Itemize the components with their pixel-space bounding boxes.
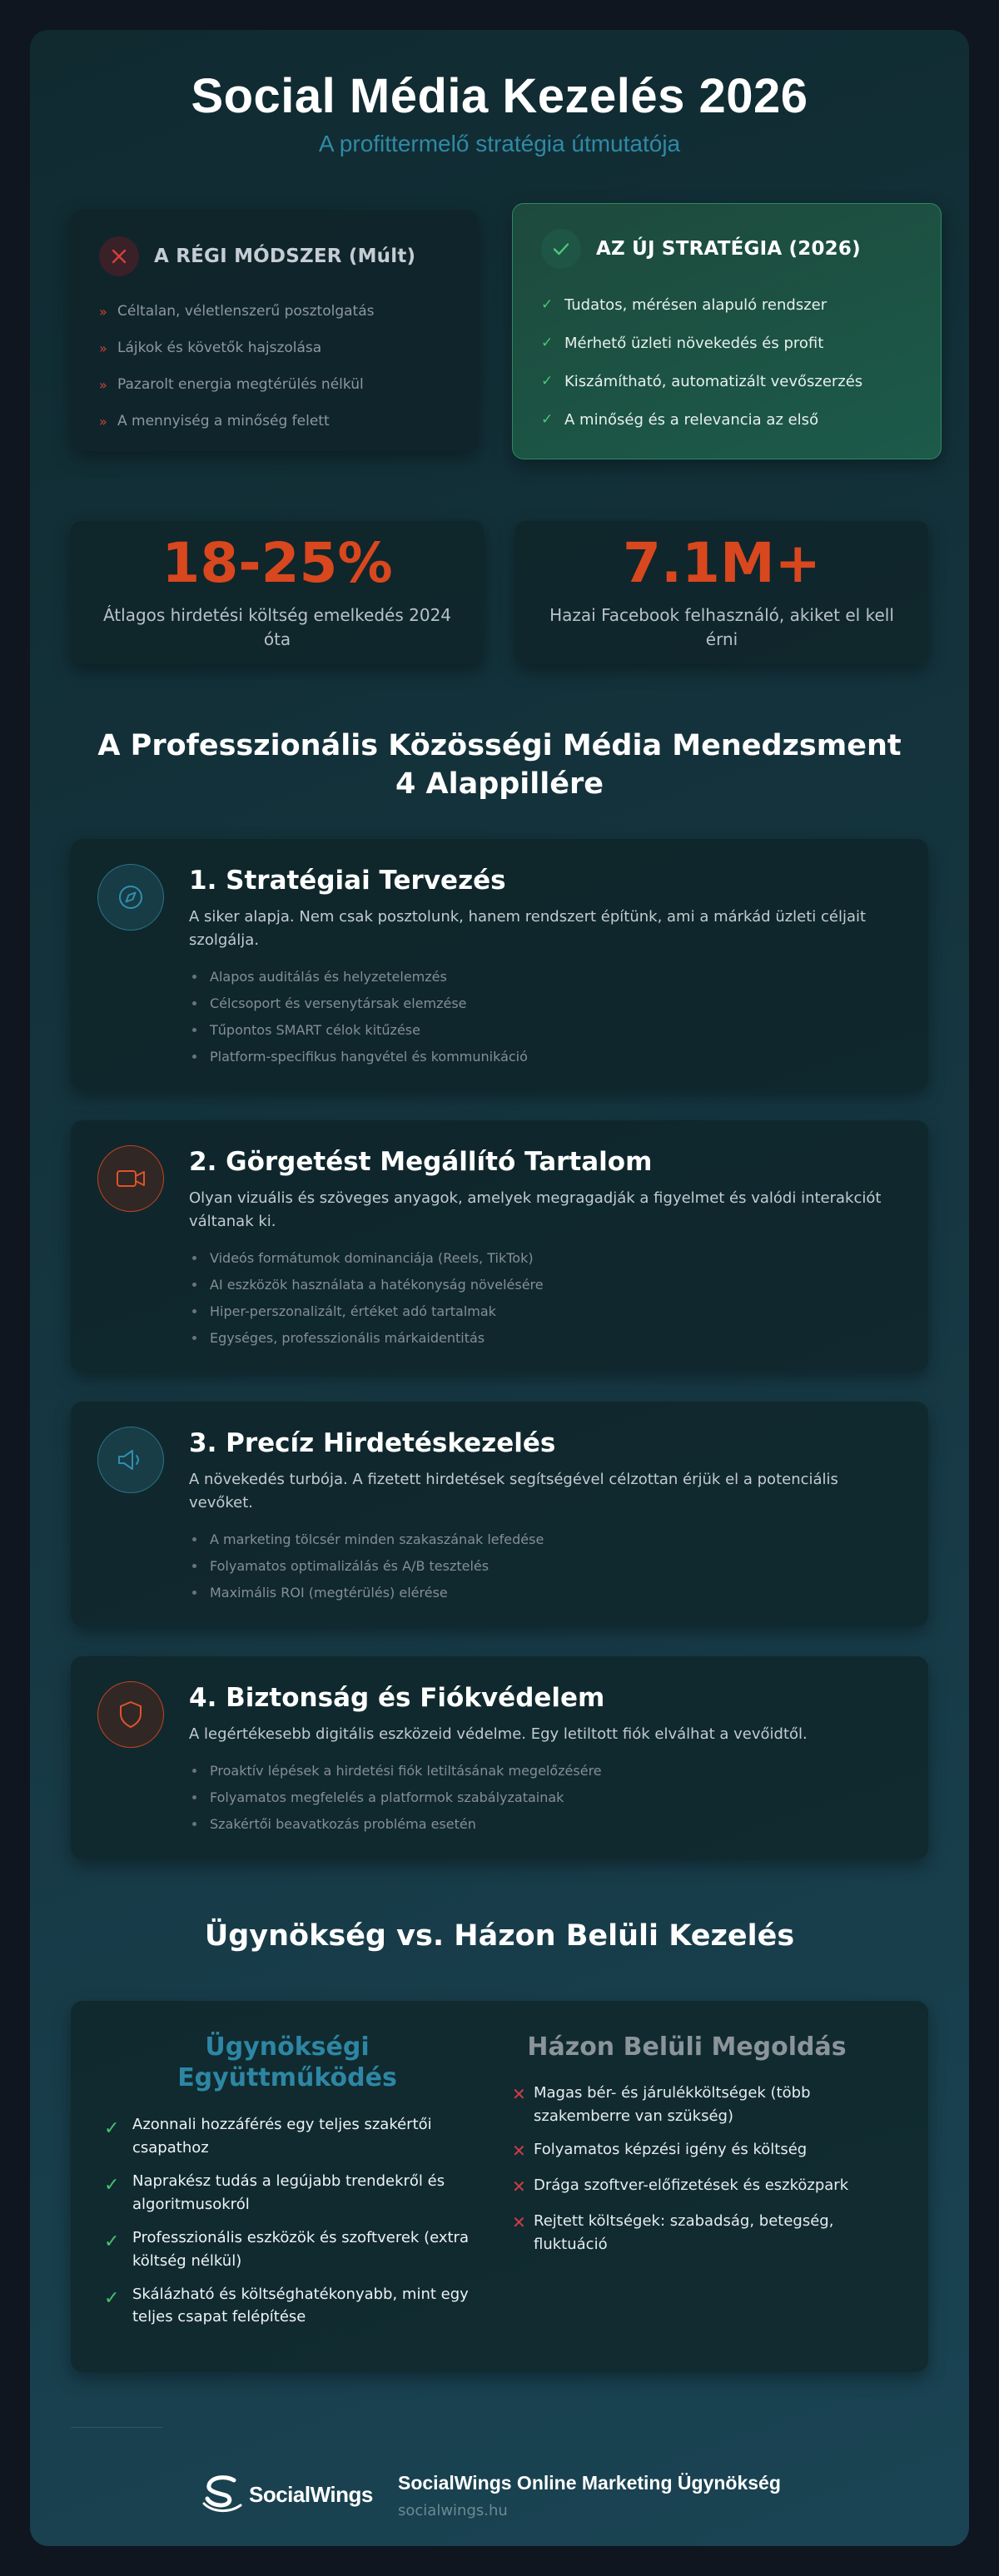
double-chevron-icon: » [99, 413, 107, 429]
agency-section-title: Ügynökség vs. Házon Belüli Kezelés [204, 1919, 795, 1953]
cross-icon: ✕ [512, 2176, 526, 2196]
page-subtitle: A profittermelő stratégia útmutatója [318, 131, 681, 156]
video-icon [97, 1145, 164, 1212]
list-item: Szakértői beavatkozás probléma esetén [189, 1811, 900, 1838]
double-chevron-icon: » [99, 340, 107, 356]
list-item: ✕ Magas bér- és járulékköltségek (több szakemberre van szükség) [512, 2082, 903, 2128]
pillar-title: 3. Precíz Hirdetéskezelés [189, 1428, 556, 1458]
agency-comparison-card [71, 2001, 928, 2372]
pillar-card [71, 1402, 928, 1626]
pillar-list [189, 1758, 900, 1838]
logo-text: SocialWings [249, 2481, 373, 2507]
pillars-section-title: A Professzionális Közösségi Média Menedzsment 4 Alappillére [97, 729, 902, 801]
cross-icon: ✕ [512, 2084, 526, 2104]
list-item: ✓ Azonnali hozzáférés egy teljes szakértői csapathoz [104, 2113, 470, 2160]
page-title: Social Média Kezelés 2026 [191, 69, 808, 123]
list-item: » Céltalan, véletlenszerű posztolgatás [99, 303, 375, 320]
list-item: ✓ Tudatos, mérésen alapuló rendszer [541, 295, 828, 314]
check-icon: ✓ [541, 373, 554, 390]
company-name: SocialWings Online Marketing Ügynökség [398, 2472, 781, 2494]
list-item: Videós formátumok dominanciája (Reels, TikTok) [189, 1245, 900, 1272]
stat-label: Átlagos hirdetési költség emelkedés 2024 óta [102, 605, 452, 650]
pillar-title: 1. Stratégiai Tervezés [189, 866, 506, 896]
list-item: ✕ Drága szoftver-előfizetések és eszközpark [512, 2174, 903, 2200]
list-item: ✓ Naprakész tudás a legújabb trendekről és algoritmusokról [104, 2170, 470, 2216]
list-item: ✓ Skálázható és költséghatékonyabb, mint egy teljes csapat felépítése [104, 2283, 470, 2330]
list-item: ✓ Professzionális eszközök és szoftverek (extra költség nélkül) [104, 2226, 470, 2273]
new-strategy-card [512, 203, 942, 459]
pillar-title: 4. Biztonság és Fiókvédelem [189, 1683, 605, 1713]
list-item: ✓ Mérhető üzleti növekedés és profit [541, 334, 824, 352]
stat-value: 18-25% [162, 531, 393, 595]
compass-icon [97, 864, 164, 931]
old-method-card [71, 210, 479, 451]
socialwings-logo[interactable] [201, 2472, 375, 2517]
pillar-card [71, 1656, 928, 1859]
check-icon: ✓ [104, 2118, 120, 2140]
list-item: Folyamatos optimalizálás és A/B tesztelés [189, 1553, 900, 1580]
inhouse-column [512, 2033, 903, 2266]
list-item: Proaktív lépések a hirdetési fiók letiltásának megelőzésére [189, 1758, 900, 1784]
list-item: ✓ A minőség és a relevancia az első [541, 410, 819, 429]
double-chevron-icon: » [99, 376, 107, 393]
check-icon: ✓ [104, 2174, 120, 2196]
list-item: » A mennyiség a minőség felett [99, 413, 330, 429]
infographic-panel [30, 30, 969, 2546]
pillar-list [189, 964, 900, 1070]
old-method-title: A RÉGI MÓDSZER (Múlt) [154, 246, 416, 267]
check-icon [541, 229, 581, 269]
list-item: Platform-specifikus hangvétel és kommunikáció [189, 1044, 900, 1070]
list-item: ✕ Folyamatos képzési igény és költség [512, 2138, 903, 2164]
list-item: Hiper-perszonalizált, értéket adó tartalmak [189, 1298, 900, 1325]
pillar-description: A legértékesebb digitális eszközeid védelme. Egy letiltott fiók elválhat a vevőidtől. [189, 1725, 808, 1743]
list-item: ✓ Kiszámítható, automatizált vevőszerzés [541, 372, 863, 390]
inhouse-list [512, 2082, 903, 2256]
list-item: » Lájkok és követők hajszolása [99, 340, 322, 356]
list-item: Alapos auditálás és helyzetelemzés [189, 964, 900, 990]
check-icon: ✓ [541, 296, 554, 313]
agency-column [104, 2033, 470, 2339]
footer [30, 2467, 969, 2525]
close-icon [99, 236, 139, 276]
stat-label: Hazai Facebook felhasználó, akiket el kell érni [549, 605, 894, 650]
pillar-card [71, 839, 928, 1090]
stat-value: 7.1M+ [623, 531, 821, 595]
check-icon: ✓ [541, 335, 554, 351]
list-item: » Pazarolt energia megtérülés nélkül [99, 376, 364, 393]
pillar-title: 2. Görgetést Megállító Tartalom [189, 1147, 653, 1177]
wings-logo-icon [201, 2474, 246, 2515]
check-icon: ✓ [541, 411, 554, 428]
double-chevron-icon: » [99, 303, 107, 320]
list-item: Folyamatos megfelelés a platformok szabályzatainak [189, 1784, 900, 1811]
pillar-description: A siker alapja. Nem csak posztolunk, hanem rendszert építünk, ami a márkád üzleti céljait szolgálja. [189, 908, 867, 949]
company-url[interactable]: socialwings.hu [398, 2502, 508, 2519]
divider [71, 2427, 162, 2428]
pillar-list [189, 1245, 900, 1352]
list-item: Tűpontos SMART célok kitűzése [189, 1017, 900, 1044]
list-item: AI eszközök használata a hatékonyság növelésére [189, 1272, 900, 1298]
new-strategy-title: AZ ÚJ STRATÉGIA (2026) [596, 238, 861, 260]
pillar-card [71, 1120, 928, 1372]
agency-column-title: Ügynökségi Együttműködés [177, 2033, 397, 2092]
cross-icon: ✕ [512, 2211, 526, 2232]
stats-row [71, 521, 928, 671]
list-item: Egységes, professzionális márkaidentitás [189, 1325, 900, 1352]
megaphone-icon [97, 1427, 164, 1493]
agency-list [104, 2113, 470, 2329]
check-icon: ✓ [104, 2287, 120, 2309]
list-item: Célcsoport és versenytársak elemzése [189, 990, 900, 1017]
new-strategy-list [541, 285, 912, 439]
cross-icon: ✕ [512, 2140, 526, 2161]
pillar-description: A növekedés turbója. A fizetett hirdetések segítségével célzottan érjük el a potenciális vevőket. [189, 1471, 838, 1511]
stat-card [71, 521, 484, 664]
stat-card [515, 521, 928, 664]
shield-icon [97, 1681, 164, 1748]
list-item: Maximális ROI (megtérülés) elérése [189, 1580, 900, 1606]
old-vs-new-comparison [71, 203, 928, 469]
list-item: ✕ Rejtett költségek: szabadság, betegség, fluktuáció [512, 2210, 903, 2256]
pillar-description: Olyan vizuális és szöveges anyagok, amelyek megragadják a figyelmet és valódi interakciót váltanak ki. [189, 1189, 882, 1230]
header [30, 30, 969, 157]
check-icon: ✓ [104, 2231, 120, 2252]
inhouse-column-title: Házon Belüli Megoldás [527, 2033, 847, 2062]
list-item: A marketing tölcsér minden szakaszának lefedése [189, 1526, 900, 1553]
old-method-list [99, 293, 450, 439]
pillar-list [189, 1526, 900, 1606]
